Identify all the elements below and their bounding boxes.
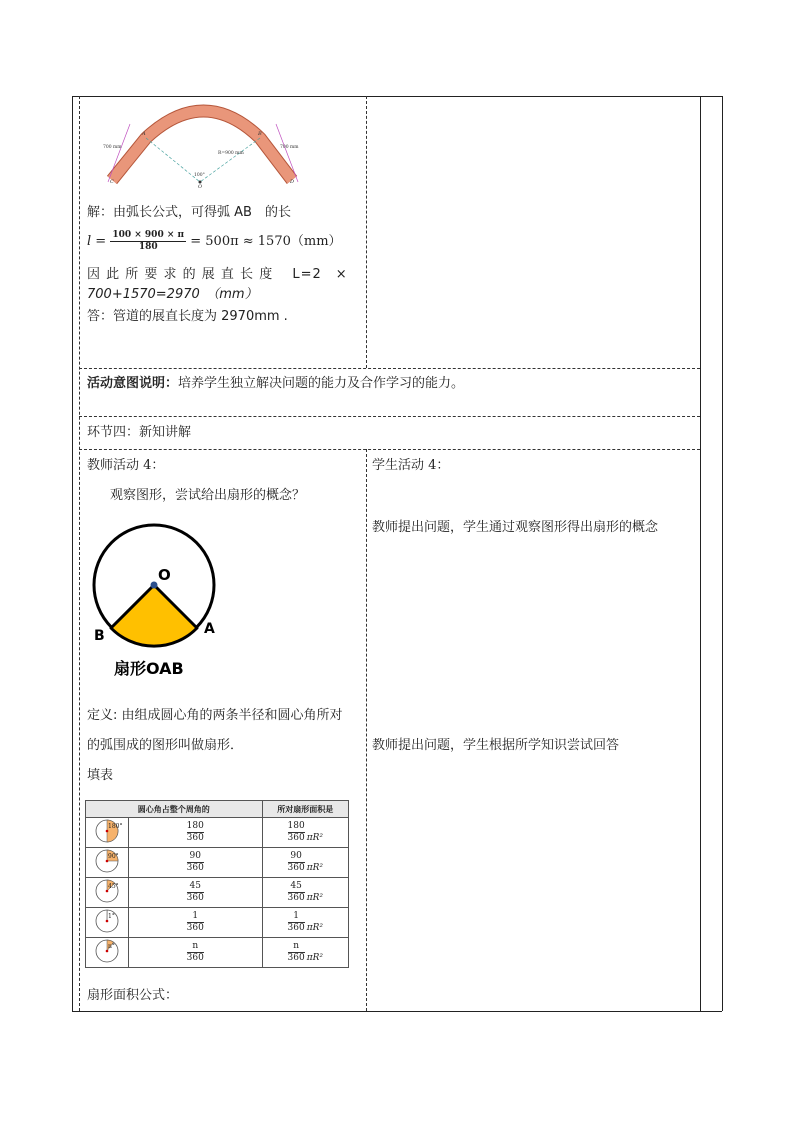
left-length-label: 700 mm (103, 145, 122, 150)
row-divider-1 (79, 368, 700, 369)
area-numerator: 45 (288, 881, 305, 893)
frame-right-border (722, 96, 723, 1011)
student-note-2: 教师提出问题，学生根据所学知识尝试回答 (372, 738, 620, 753)
point-d-label: D (290, 179, 295, 185)
table-row (86, 908, 349, 938)
frame-left-border (72, 96, 73, 1011)
center-label: O (198, 184, 203, 188)
intent-row (87, 375, 464, 393)
fraction-numerator: 45 (187, 881, 204, 893)
table-circle-cell (86, 818, 129, 848)
column-divider-bottom (366, 449, 367, 1011)
table-circle-cell (86, 878, 129, 908)
teacher-question: 观察图形，尝试给出扇形的概念？ (110, 488, 306, 503)
table-area-cell (262, 938, 348, 968)
fraction-denominator: 360 (186, 833, 204, 843)
angle-label: 1° (108, 913, 115, 920)
intent-text: 培养学生独立解决问题的能力及合作学习的能力。 (178, 376, 465, 391)
table-circle-cell (86, 938, 129, 968)
section-title: 环节四：新知讲解 (87, 425, 192, 440)
table-area-cell (262, 908, 348, 938)
angle-fraction (187, 851, 204, 874)
formula-denominator: 180 (138, 242, 158, 252)
circle-sector-icon (92, 818, 122, 844)
table-row (86, 848, 349, 878)
area-numerator: 1 (288, 911, 305, 923)
table-fraction-cell (129, 878, 263, 908)
formula-result: = 500π ≈ 1570（mm） (190, 234, 342, 249)
circle-sector-icon (92, 848, 122, 874)
cell-left-divider (79, 96, 80, 1011)
formula-l: l = (87, 234, 107, 249)
pipe-bend-diagram (100, 102, 310, 188)
table-fraction-cell (129, 848, 263, 878)
point-b-label: B (258, 131, 262, 137)
table-row (86, 938, 349, 968)
unfolded-length-line2: 700+1570=2970 （mm） (87, 287, 258, 302)
center-o-label: O (158, 566, 171, 584)
fraction-denominator: 360 (186, 863, 204, 873)
angle-label: 90° (108, 853, 119, 860)
fraction-denominator: 360 (186, 893, 204, 903)
area-denominator: 360 (287, 863, 305, 873)
area-fraction (288, 851, 305, 874)
column-divider-top (366, 96, 367, 368)
angle-fraction (187, 821, 204, 844)
table-circle-cell (86, 908, 129, 938)
area-suffix: πR² (306, 893, 323, 903)
table-fraction-cell (129, 938, 263, 968)
area-suffix: πR² (306, 833, 323, 843)
area-fraction (288, 941, 305, 964)
angle-fraction (187, 911, 204, 934)
circle-sector-icon (92, 938, 122, 964)
fraction-denominator: 360 (186, 923, 204, 933)
unfolded-length-line1: 因 此 所 要 求 的 展 直 长 度 L=2 × (87, 267, 348, 282)
solution-intro: 解：由弧长公式，可得弧 AB 的长 (87, 205, 291, 220)
fraction-numerator: 180 (186, 821, 204, 831)
area-fraction (288, 821, 305, 844)
student-note-1: 教师提出问题，学生通过观察图形得出扇形的概念 (372, 520, 659, 535)
angle-fraction (187, 941, 204, 964)
formula-numerator: 100 × 900 × π (112, 230, 185, 240)
answer-line: 答：管道的展直长度为 2970mm . (87, 309, 288, 324)
pipe-fill (112, 111, 292, 180)
frame-inner-right-border (700, 96, 701, 1011)
table-fraction-cell (129, 818, 263, 848)
table-area-cell (262, 848, 348, 878)
area-numerator: 180 (287, 821, 305, 831)
angle-fraction (187, 881, 204, 904)
area-denominator: 360 (287, 923, 305, 933)
area-numerator: 90 (288, 851, 305, 863)
student-heading: 学生活动 4： (372, 458, 450, 473)
area-fraction (288, 881, 305, 904)
table-row (86, 878, 349, 908)
point-a-label: A (142, 131, 146, 137)
area-denominator: 360 (287, 893, 305, 903)
right-length-label: 700 mm (280, 145, 299, 150)
area-suffix: πR² (306, 863, 323, 873)
fill-table-body (86, 818, 349, 968)
area-suffix: πR² (306, 923, 323, 933)
row-divider-2 (79, 416, 700, 417)
fraction-numerator: n (187, 941, 204, 953)
table-circle-cell (86, 848, 129, 878)
sector-area-formula-label: 扇形面积公式： (87, 988, 179, 1003)
table-row (86, 818, 349, 848)
area-fraction (288, 911, 305, 934)
point-b-label: B (94, 628, 105, 644)
row-divider-3 (79, 449, 700, 450)
area-suffix: πR² (306, 953, 323, 963)
angle-label: 180° (108, 823, 122, 830)
table-fraction-cell (129, 908, 263, 938)
radius-label: R=900 mm (218, 151, 244, 156)
circle-sector-icon (92, 878, 122, 904)
definition-line2: 的弧围成的图形叫做扇形． (87, 738, 244, 753)
area-denominator: 360 (287, 833, 305, 843)
sector-figure (88, 518, 228, 683)
sector-caption: 扇形OAB (114, 659, 184, 678)
table-area-cell (262, 878, 348, 908)
table-area-cell (262, 818, 348, 848)
formula-fraction (110, 230, 186, 253)
point-a-label: A (204, 621, 215, 637)
fill-table (85, 800, 349, 968)
definition-line1: 定义: 由组成圆心角的两条半径和圆心角所对 (87, 708, 343, 723)
area-numerator: n (288, 941, 305, 953)
angle-label: 45° (108, 883, 119, 890)
table-header-area: 所对扇形面积是 (262, 801, 348, 818)
point-c-label: C (110, 179, 114, 185)
angle-label: n° (108, 943, 115, 950)
fraction-denominator: 360 (186, 953, 204, 963)
table-header-angle: 圆心角占整个周角的 (86, 801, 263, 818)
fraction-numerator: 1 (187, 911, 204, 923)
angle-label: 100° (194, 173, 205, 178)
circle-sector-icon (92, 908, 122, 934)
fraction-numerator: 90 (187, 851, 204, 863)
intent-label: 活动意图说明： (87, 376, 179, 391)
frame-bottom-border (72, 1011, 722, 1012)
area-denominator: 360 (287, 953, 305, 963)
frame-top-border (72, 96, 722, 97)
arc-length-formula (87, 230, 342, 256)
teacher-heading: 教师活动 4： (87, 458, 165, 473)
fill-table-label: 填表 (87, 768, 114, 783)
